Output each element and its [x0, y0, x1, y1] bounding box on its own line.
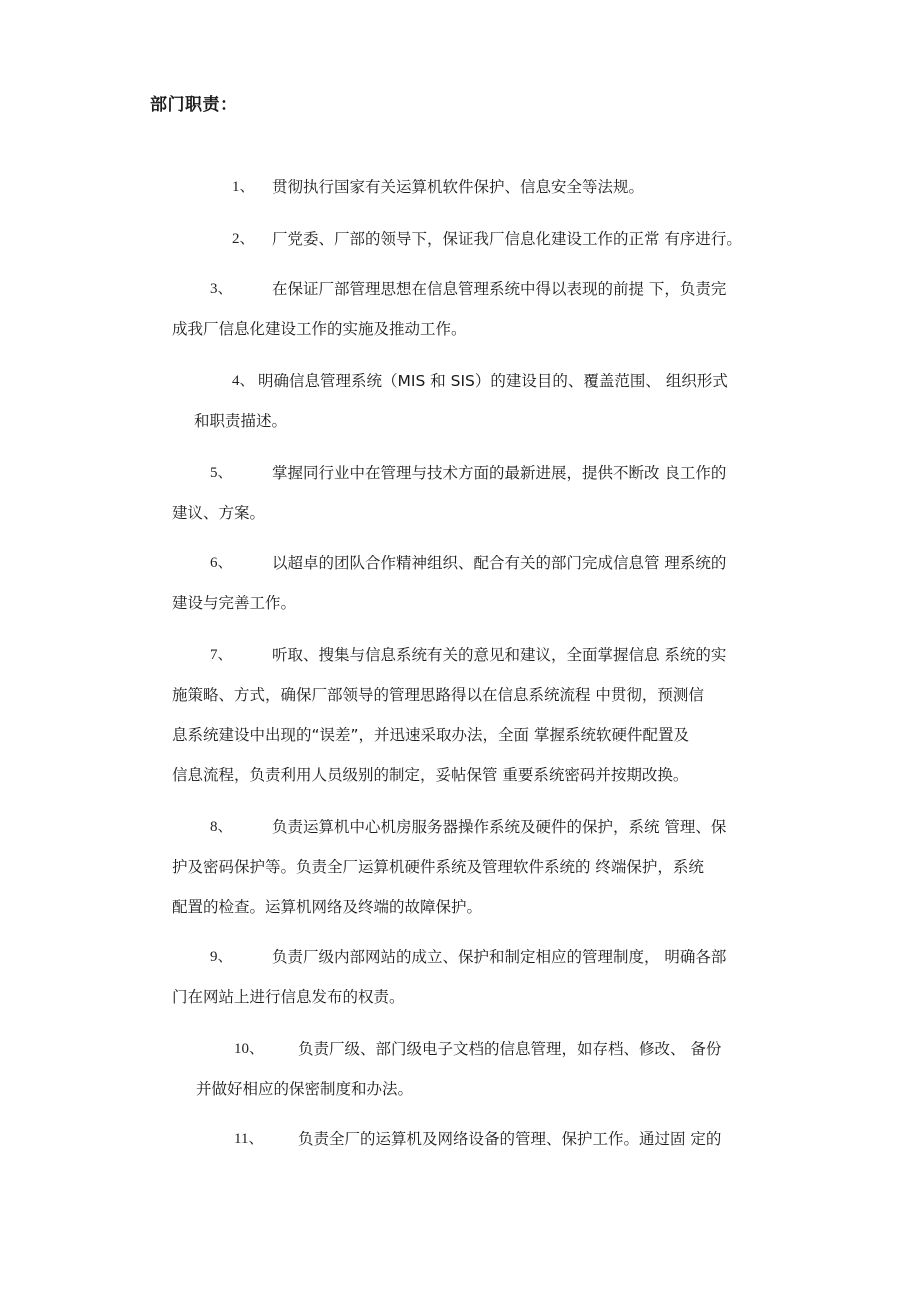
item-10-line-2: 并做好相应的保密制度和办法。 [196, 1080, 414, 1098]
item-1-line-1: 贯彻执行国家有关运算机软件保护、信息安全等法规。 [272, 178, 645, 196]
item-7-line-3: 息系统建设中出现的“误差”，并迅速采取办法，全面 掌握系统软硬件配置及 [172, 726, 689, 744]
item-5-line-1: 掌握同行业中在管理与技术方面的最新进展，提供不断改 良工作的 [272, 464, 727, 482]
item-11-number: 11、 [234, 1131, 264, 1147]
item-10-number: 10、 [234, 1041, 265, 1057]
item-5-number: 5、 [210, 465, 233, 481]
item-3-line-1: 在保证厂部管理思想在信息管理系统中得以表现的前提 下，负责完 [272, 280, 727, 298]
item-6-line-2: 建设与完善工作。 [172, 594, 297, 612]
item-7-line-1: 听取、搜集与信息系统有关的意见和建议，全面掌握信息 系统的实 [272, 646, 727, 664]
item-8-number: 8、 [210, 819, 233, 835]
item-2-number: 2、 [232, 231, 255, 247]
item-2-line-1: 厂党委、厂部的领导下，保证我厂信息化建设工作的正常 有序进行。 [272, 230, 742, 248]
item-10-line-1: 负责厂级、部门级电子文档的信息管理，如存档、修改、 备份 [298, 1040, 722, 1058]
item-6-number: 6、 [210, 555, 233, 571]
item-11-line-1: 负责全厂的运算机及网络设备的管理、保护工作。通过固 定的 [298, 1130, 722, 1148]
item-3-number: 3、 [210, 281, 233, 297]
item-3-line-2: 成我厂信息化建设工作的实施及推动工作。 [172, 320, 467, 338]
item-9-line-2: 门在网站上进行信息发布的权责。 [172, 988, 405, 1006]
item-4-line-1: 明确信息管理系统（MIS 和 SIS）的建设目的、覆盖范围、 组织形式 [258, 372, 728, 390]
item-1-number: 1、 [232, 179, 255, 195]
item-7-line-2: 施策略、方式，确保厂部领导的管理思路得以在信息系统流程 中贯彻，预测信 [172, 686, 704, 704]
item-4-line-2: 和职责描述。 [194, 412, 288, 430]
item-8-line-2: 护及密码保护等。负责全厂运算机硬件系统及管理软件系统的 终端保护，系统 [172, 858, 704, 876]
item-7-line-4: 信息流程，负责利用人员级别的制定，妥帖保管 重要系统密码并按期改换。 [172, 766, 689, 784]
item-7-number: 7、 [210, 647, 233, 663]
item-6-line-1: 以超卓的团队合作精神组织、配合有关的部门完成信息管 理系统的 [272, 554, 727, 572]
section-title: 部门职责： [150, 95, 238, 115]
item-9-line-1: 负责厂级内部网站的成立、保护和制定相应的管理制度， 明确各部 [272, 948, 727, 966]
item-8-line-3: 配置的检查。运算机网络及终端的故障保护。 [172, 898, 483, 916]
item-9-number: 9、 [210, 949, 233, 965]
item-4-number: 4、 [232, 373, 255, 389]
item-5-line-2: 建议、方案。 [172, 504, 266, 522]
item-8-line-1: 负责运算机中心机房服务器操作系统及硬件的保护，系统 管理、保 [272, 818, 727, 836]
